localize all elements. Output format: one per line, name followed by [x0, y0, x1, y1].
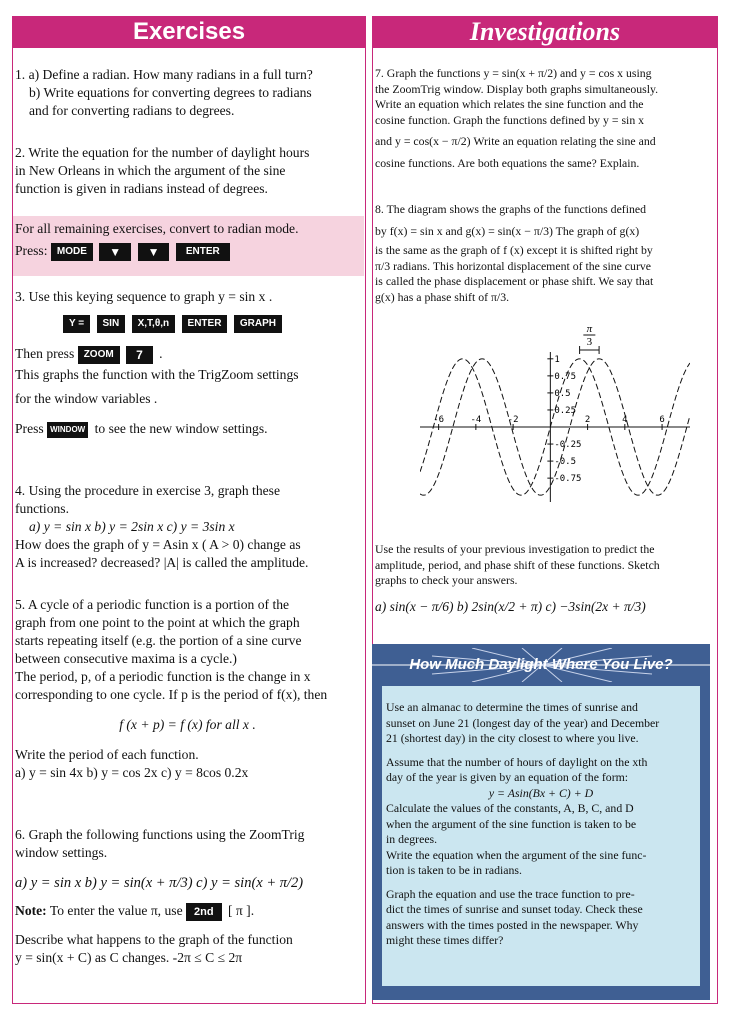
zoom-key[interactable]: ZOOM — [78, 346, 120, 364]
exercise-4: 4. Using the procedure in exercise 3, graph these functions. a) y = sin x b) y = 2sin x c) y = 3sin x How does the graph of y = Asin x ( A > 0) change as A is increased? decreased? |A| is called the amplitude. — [15, 483, 309, 570]
down-arrow-key[interactable]: ▼ — [99, 243, 131, 261]
y-tick-label: 0.5 — [554, 388, 571, 399]
mode-key[interactable]: MODE — [51, 243, 93, 261]
x-tick-label: -6 — [433, 415, 445, 425]
exercise-3: 3. Use this keying sequence to graph y = sin x . Y = SIN X,T,θ,n ENTER GRAPH Then press ZOOM 7 . This graphs the function with the TrigZoom settings for the window variables . Press WINDOW to see the new window settings. — [15, 289, 299, 436]
exercise-5: 5. A cycle of a periodic function is a portion of the graph from one point to the point at which the graph starts repeating itself (e.g. the portion of a sine curve between consecutive maxima is a cycle.) The period, p, of a periodic function is the change in x corresponding to one cycle. If p is the period of f(x), then f (x + p) = f (x) for all x . Write the period of each function. a) y = sin 4x b) y = cos 2x c) y = 8cos 0.2x — [15, 597, 328, 780]
investigations-header: Investigations — [372, 16, 718, 48]
sin-key[interactable]: SIN — [97, 315, 126, 333]
exercise-1: 1. a) Define a radian. How many radians in a full turn? b) Write equations for converting degrees to radians and for converting radians to degrees. — [15, 67, 313, 118]
x-tick-label: 2 — [584, 415, 591, 425]
daylight-content: Use an almanac to determine the times of sunrise and sunset on June 21 (longest day of the year) and December 21 (shortest day) in the city closest to where you live. Assume that the number of hours of daylight on the xth day of the year is given by an equation of the form: y = Asin(Bx + C) + D Calculate the values of the constants, A, B, C, and D when the argument of the sine function is taken to be in degrees. Write the equation when the argument of the sine func- tion is taken to be in radians. Graph the equation and use the trace function to pre- dict the times of sunrise and sunset today. Check these answers with the times posted in the newspaper. Why might these times differ? — [382, 686, 700, 986]
enter-key[interactable]: ENTER — [176, 243, 230, 261]
x-tick-label: 4 — [622, 415, 628, 425]
y-tick-label: 0.75 — [554, 371, 577, 382]
y-equals-key[interactable]: Y = — [63, 315, 90, 333]
annotation-numerator: π — [586, 323, 593, 335]
annotation-denominator: 3 — [586, 336, 593, 348]
seven-key[interactable]: 7 — [126, 346, 153, 364]
daylight-title: How Much Daylight Where You Live? — [409, 656, 673, 673]
investigation-results: Use the results of your previous investigation to predict the amplitude, period, and phase shift of these functions. Sketch graphs to check your answers. a) sin(x − π/6) b) 2sin(x/2 + π) c) −3sin(2x + π/3) — [375, 542, 660, 614]
y-tick-label: -0.5 — [554, 457, 577, 468]
exercise-2: 2. Write the equation for the number of daylight hours in New Orleans in which the argument of the sine function is given in radians instead of degrees. — [15, 145, 310, 196]
radian-mode-note: For all remaining exercises, convert to radian mode. Press: MODE ▼ ▼ ENTER — [13, 216, 364, 276]
investigation-7: 7. Graph the functions y = sin(x + π/2) and y = cos x using the ZoomTrig window. Display both graphs simultaneously. Write an equation which relates the sine function and the cosine function. Graph the functions defined by y = sin x and y = cos(x − π/2) Write an equation relating the sine and cosine functions. Are both equations the same? Explain. — [375, 66, 659, 170]
y-tick-label: -0.25 — [554, 440, 582, 451]
graph-key[interactable]: GRAPH — [234, 315, 282, 333]
x-tick-label: 6 — [659, 415, 665, 425]
y-tick-label: 0.25 — [554, 405, 577, 416]
daylight-title-bar — [372, 648, 710, 682]
enter-key-2[interactable]: ENTER — [182, 315, 228, 333]
investigation-8: 8. The diagram shows the graphs of the functions defined by f(x) = sin x and g(x) = sin(x − π/3) The graph of g(x) is the same as the graph of f (x) except it is shifted right by π/3 radians. This horizontal displacement of the sine curve is called the phase displacement or phase shift. We say that g(x) has a phase shift of π/3. — [375, 202, 654, 304]
phase-shift-chart — [420, 316, 690, 508]
x-tick-label: -2 — [507, 415, 519, 425]
window-key[interactable]: WINDOW — [47, 422, 88, 438]
xt-theta-n-key[interactable]: X,T,θ,n — [132, 315, 176, 333]
exercises-header: Exercises — [12, 16, 366, 48]
y-tick-label: 1 — [554, 354, 560, 365]
down-arrow-key-2[interactable]: ▼ — [138, 243, 170, 261]
x-tick-label: -4 — [470, 415, 482, 425]
exercise-6: 6. Graph the following functions using the ZoomTrig window settings. a) y = sin x b) y = sin(x + π/3) c) y = sin(x + π/2) Note: To enter the value π, use 2nd [ π ]. Describe what happens to the graph of the function y = sin(x + C) as C changes. -2π ≤ C ≤ 2π — [15, 827, 305, 965]
second-key[interactable]: 2nd — [186, 903, 222, 921]
y-tick-label: -0.75 — [554, 474, 582, 485]
daylight-panel — [372, 644, 710, 1000]
